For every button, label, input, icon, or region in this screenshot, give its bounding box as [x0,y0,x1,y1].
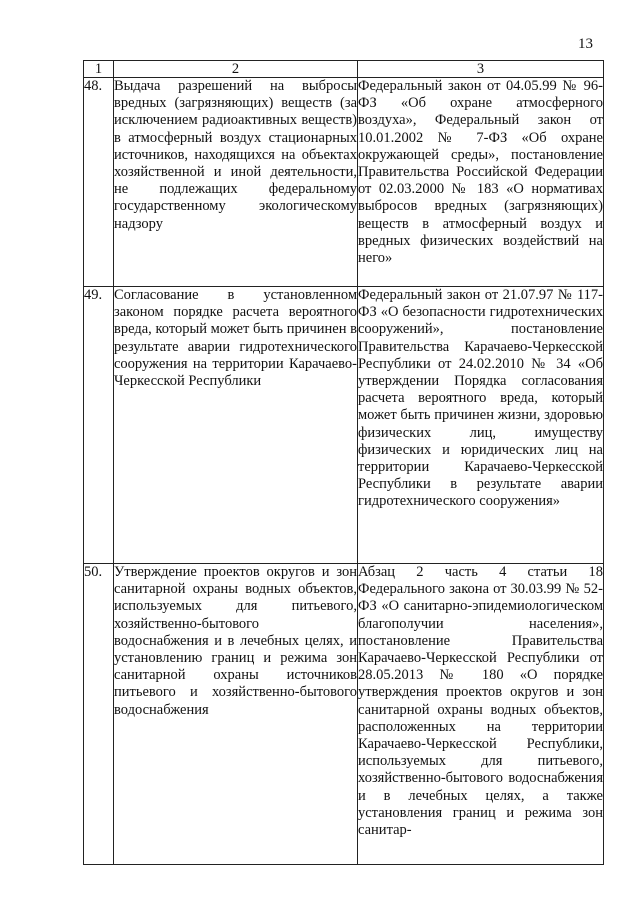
column-header-legal-basis: 3 [358,61,604,78]
table-row [84,287,604,564]
row-description: Утверждение проектов округов и зон санитарной охраны водных объектов, используемых для питьевого, хозяйственно-бытового водоснабжения и в лечебных целях, и установлению границ и режима зон санитарной охраны источников питьевого и хозяйственно-бытового водоснабжения [114,564,358,865]
row-description: Согласование в установленном законом порядке расчета вероятного вреда, который может быть причинен в результате аварии гидротехнического сооружения на территории Карачаево-Черкесской Республики [114,287,358,564]
row-number: 49. [84,287,114,564]
column-header-number: 1 [84,61,114,78]
row-legal-basis: Абзац 2 часть 4 статьи 18 Федерального закона от 30.03.99 № 52-ФЗ «О санитарно-эпидемиологическом благополучии населения», постановление Правительства Карачаево-Черкесской Республики от 28.05.2013 № 180 «О порядке утверждения проектов округов и зон санитарной охраны водных объектов, расположенных на территории Карачаево-Черкесской Республики, используемых для питьевого, хозяйственно-бытового водоснабжения и в лечебных целях, а также установления границ и режима зон санитар- [358,564,604,865]
table-row [84,78,604,287]
row-legal-basis: Федеральный закон от 21.07.97 № 117-ФЗ «О безопасности гидротехнических сооружений», постановление Правительства Карачаево-Черкесской Республики от 24.02.2010 № 34 «Об утверждении Порядка согласования расчета вероятного вреда, который может быть причинен жизни, здоровью физических лиц, имуществу физических и юридических лиц на территории Карачаево-Черкесской Республики в результате аварии гидротехнического сооружения» [358,287,604,564]
row-number: 50. [84,564,114,865]
row-legal-basis: Федеральный закон от 04.05.99 № 96-ФЗ «Об охране атмосферного воздуха», Федеральный закон от 10.01.2002 № 7-ФЗ «Об охране окружающей среды», постановление Правительства Российской Федерации от 02.03.2000 № 183 «О нормативах выбросов вредных (загрязняющих) веществ в атмосферный воздух и вредных физических воздействий на него» [358,78,604,287]
table-header-row [84,61,604,78]
row-description: Выдача разрешений на выбросы вредных (загрязняющих) веществ (за исключением радиоактивных веществ) в атмосферный воздух стационарных источников, находящихся на объектах хозяйственной и иной деятельности, не подлежащих федеральному государственному экологическому надзору [114,78,358,287]
row-number: 48. [84,78,114,287]
page-number: 13 [578,36,593,52]
regulations-table [83,60,604,865]
table-row [84,564,604,865]
column-header-description: 2 [114,61,358,78]
